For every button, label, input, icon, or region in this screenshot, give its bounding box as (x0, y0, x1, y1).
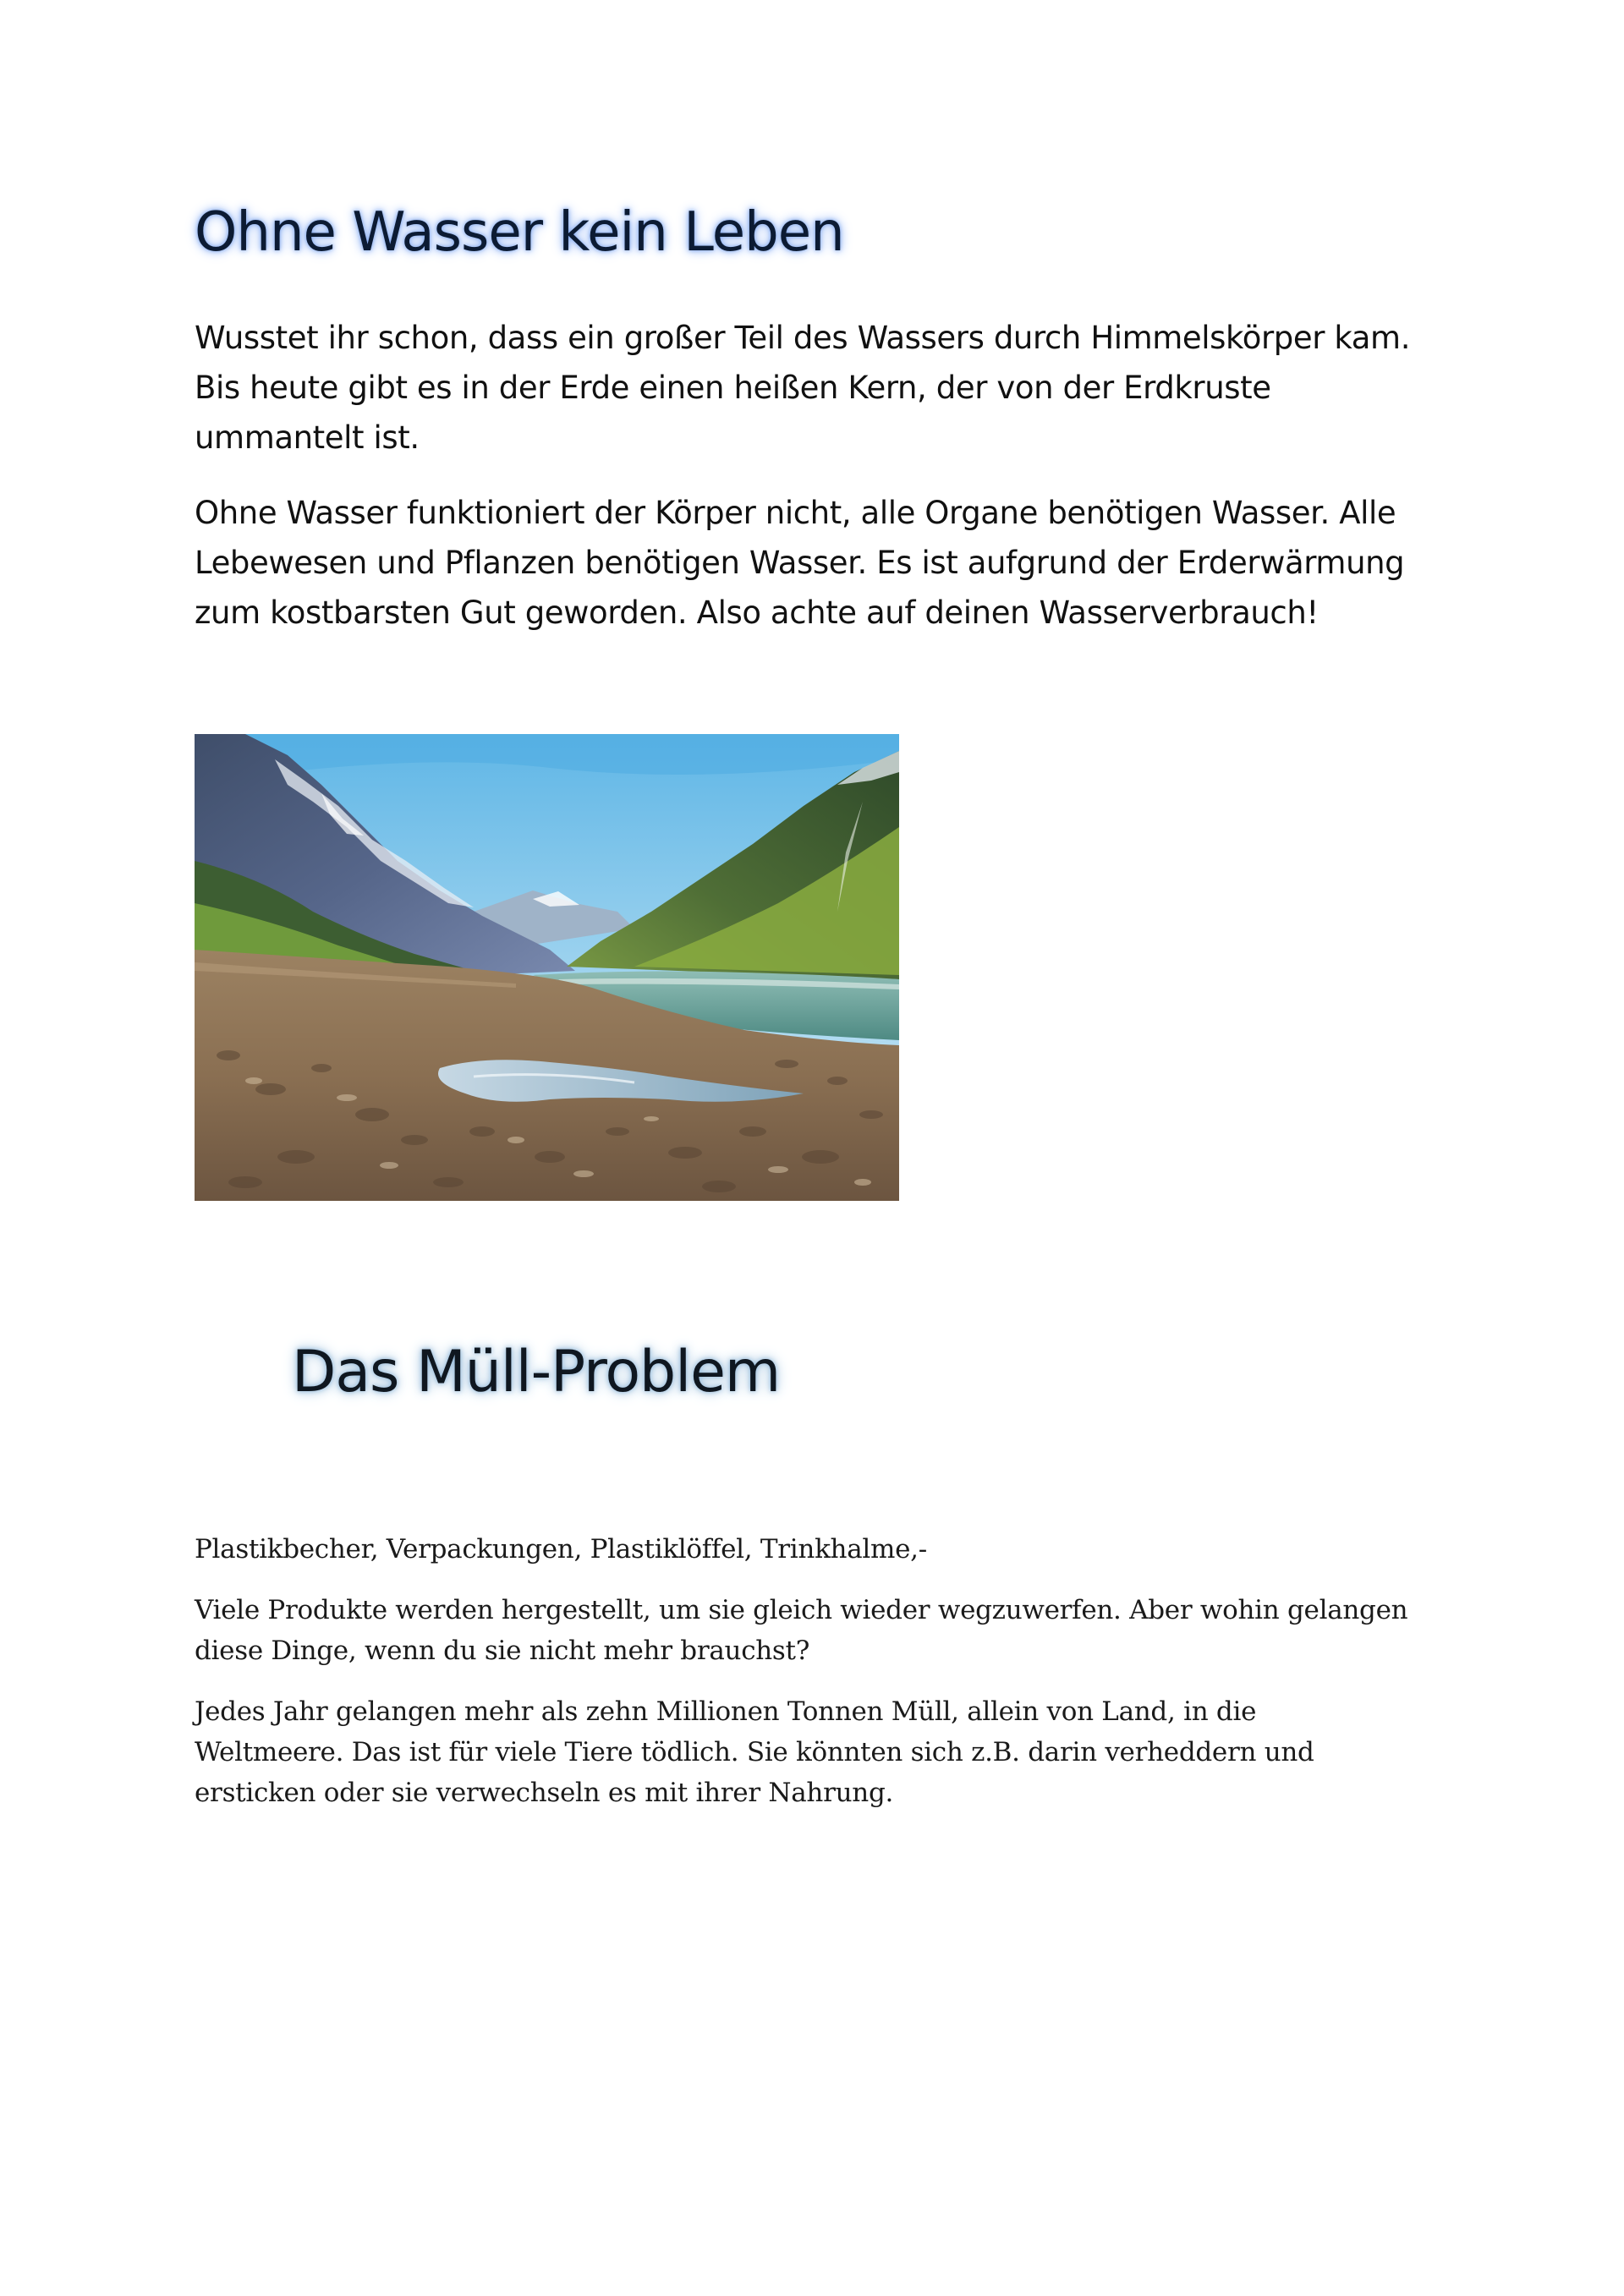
heading-waste: Das Müll-Problem (292, 1339, 781, 1406)
paragraph-water-origin (195, 313, 1410, 463)
text-line: Ohne Wasser funktioniert der Körper nicht, alle Organe benötigen Wasser. Alle (195, 495, 1396, 531)
heading-water: Ohne Wasser kein Leben (195, 201, 844, 264)
text-line: zum kostbarsten Gut geworden. Also achte auf deinen Wasserverbrauch! (195, 595, 1319, 631)
text-line: Viele Produkte werden hergestellt, um sie gleich wieder wegzuwerfen. Aber wohin gelangen (195, 1595, 1408, 1625)
paragraph-waste-items (195, 1529, 927, 1570)
text-line: Jedes Jahr gelangen mehr als zehn Millionen Tonnen Müll, allein von Land, in die (195, 1696, 1257, 1727)
text-line: Weltmeere. Das ist für viele Tiere tödlich. Sie könnten sich z.B. darin verheddern und (195, 1737, 1314, 1767)
text-line: ersticken oder sie verwechseln es mit ihrer Nahrung. (195, 1778, 894, 1808)
text-line: ummantelt ist. (195, 419, 420, 456)
paragraph-water-importance (195, 488, 1404, 638)
text-line: Wusstet ihr schon, dass ein großer Teil des Wassers durch Himmelskörper kam. (195, 320, 1411, 356)
mountain-lake-photo (195, 734, 899, 1201)
text-line: Plastikbecher, Verpackungen, Plastiklöffel, Trinkhalme,- (195, 1534, 927, 1564)
paragraph-waste-question (195, 1590, 1407, 1671)
text-line: Bis heute gibt es in der Erde einen heißen Kern, der von der Erdkruste (195, 370, 1271, 406)
text-line: Lebewesen und Pflanzen benötigen Wasser. Es ist aufgrund der Erderwärmung (195, 545, 1405, 581)
text-line: diese Dinge, wenn du sie nicht mehr brauchst? (195, 1636, 810, 1666)
paragraph-waste-oceans (195, 1691, 1314, 1813)
